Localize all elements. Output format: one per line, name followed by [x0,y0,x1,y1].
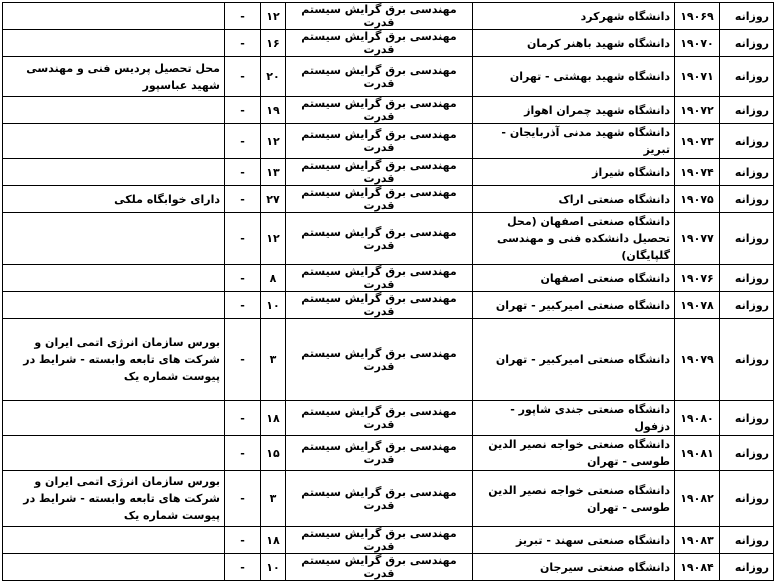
program-code-cell: ۱۹۰۷۸ [675,292,720,319]
gender-cell: - [225,97,261,124]
program-code-cell: ۱۹۰۷۷ [675,213,720,265]
gender-cell: - [225,159,261,186]
program-code-cell: ۱۹۰۷۴ [675,159,720,186]
university-cell: دانشگاه صنعتی اصفهان [473,265,675,292]
university-cell: دانشگاه شهید بهشتی - تهران [473,57,675,97]
program-code-cell: ۱۹۰۷۶ [675,265,720,292]
gender-cell: - [225,401,261,436]
note-cell [3,97,225,124]
capacity-cell: ۱۵ [261,436,286,471]
capacity-cell: ۳ [261,471,286,527]
admissions-table [2,2,774,581]
table-row [3,319,774,401]
university-cell: دانشگاه شهید باهنر کرمان [473,30,675,57]
capacity-cell: ۱۶ [261,30,286,57]
field-of-study-cell: مهندسی برق گرایش سیستم قدرت [286,554,473,581]
program-code-cell: ۱۹۰۸۰ [675,401,720,436]
field-of-study-cell: مهندسی برق گرایش سیستم قدرت [286,30,473,57]
table-row [3,57,774,97]
field-of-study-cell: مهندسی برق گرایش سیستم قدرت [286,124,473,159]
university-cell: دانشگاه شهرکرد [473,3,675,30]
course-type-cell: روزانه [720,213,774,265]
table-row [3,436,774,471]
field-of-study-cell: مهندسی برق گرایش سیستم قدرت [286,265,473,292]
gender-cell: - [225,436,261,471]
capacity-cell: ۱۳ [261,159,286,186]
university-cell: دانشگاه صنعتی خواجه نصیر الدین طوسی - تهران [473,471,675,527]
program-code-cell: ۱۹۰۷۰ [675,30,720,57]
note-cell: محل تحصیل پردیس فنی و مهندسی شهید عباسپور [3,57,225,97]
note-cell: دارای خوابگاه ملکی [3,186,225,213]
table-body [3,3,774,581]
table-row [3,265,774,292]
program-code-cell: ۱۹۰۸۲ [675,471,720,527]
note-cell [3,213,225,265]
university-cell: دانشگاه صنعتی جندی شاپور - دزفول [473,401,675,436]
field-of-study-cell: مهندسی برق گرایش سیستم قدرت [286,527,473,554]
capacity-cell: ۱۰ [261,292,286,319]
program-code-cell: ۱۹۰۷۹ [675,319,720,401]
table-row [3,401,774,436]
gender-cell: - [225,57,261,97]
capacity-cell: ۱۰ [261,554,286,581]
program-code-cell: ۱۹۰۷۲ [675,97,720,124]
table-row [3,292,774,319]
gender-cell: - [225,319,261,401]
university-cell: دانشگاه صنعتی سیرجان [473,554,675,581]
capacity-cell: ۲۷ [261,186,286,213]
table-row [3,3,774,30]
capacity-cell: ۱۸ [261,527,286,554]
note-cell [3,265,225,292]
gender-cell: - [225,213,261,265]
course-type-cell: روزانه [720,401,774,436]
table-row [3,213,774,265]
gender-cell: - [225,554,261,581]
note-cell [3,159,225,186]
capacity-cell: ۱۲ [261,213,286,265]
program-code-cell: ۱۹۰۸۱ [675,436,720,471]
university-cell: دانشگاه شهید چمران اهواز [473,97,675,124]
program-code-cell: ۱۹۰۷۱ [675,57,720,97]
university-cell: دانشگاه صنعتی خواجه نصیر الدین طوسی - تهران [473,436,675,471]
gender-cell: - [225,124,261,159]
course-type-cell: روزانه [720,292,774,319]
table-row [3,159,774,186]
university-cell: دانشگاه صنعتی سهند - تبریز [473,527,675,554]
course-type-cell: روزانه [720,57,774,97]
note-cell [3,401,225,436]
field-of-study-cell: مهندسی برق گرایش سیستم قدرت [286,186,473,213]
gender-cell: - [225,3,261,30]
course-type-cell: روزانه [720,124,774,159]
course-type-cell: روزانه [720,186,774,213]
field-of-study-cell: مهندسی برق گرایش سیستم قدرت [286,3,473,30]
program-code-cell: ۱۹۰۶۹ [675,3,720,30]
course-type-cell: روزانه [720,265,774,292]
field-of-study-cell: مهندسی برق گرایش سیستم قدرت [286,319,473,401]
course-type-cell: روزانه [720,436,774,471]
note-cell: بورس سازمان انرژی اتمی ایران و شرکت های تابعه وابسته - شرایط در پیوست شماره یک [3,471,225,527]
note-cell [3,292,225,319]
university-cell: دانشگاه شهید مدنی آذربایجان - تبریز [473,124,675,159]
gender-cell: - [225,471,261,527]
gender-cell: - [225,186,261,213]
field-of-study-cell: مهندسی برق گرایش سیستم قدرت [286,97,473,124]
field-of-study-cell: مهندسی برق گرایش سیستم قدرت [286,401,473,436]
field-of-study-cell: مهندسی برق گرایش سیستم قدرت [286,471,473,527]
university-cell: دانشگاه صنعتی اراک [473,186,675,213]
field-of-study-cell: مهندسی برق گرایش سیستم قدرت [286,292,473,319]
gender-cell: - [225,292,261,319]
note-cell [3,436,225,471]
program-code-cell: ۱۹۰۸۳ [675,527,720,554]
note-cell [3,554,225,581]
table-row [3,527,774,554]
capacity-cell: ۳ [261,319,286,401]
gender-cell: - [225,265,261,292]
program-code-cell: ۱۹۰۷۳ [675,124,720,159]
note-cell [3,124,225,159]
course-type-cell: روزانه [720,3,774,30]
table-row [3,97,774,124]
note-cell: بورس سازمان انرژی اتمی ایران و شرکت های تابعه وابسته - شرایط در پیوست شماره یک [3,319,225,401]
note-cell [3,30,225,57]
table-row [3,30,774,57]
capacity-cell: ۱۹ [261,97,286,124]
gender-cell: - [225,527,261,554]
field-of-study-cell: مهندسی برق گرایش سیستم قدرت [286,57,473,97]
gender-cell: - [225,30,261,57]
table-row [3,186,774,213]
course-type-cell: روزانه [720,471,774,527]
capacity-cell: ۱۲ [261,124,286,159]
university-cell: دانشگاه صنعتی اصفهان (محل تحصیل دانشکده فنی و مهندسی گلپایگان) [473,213,675,265]
table-row [3,471,774,527]
field-of-study-cell: مهندسی برق گرایش سیستم قدرت [286,436,473,471]
program-code-cell: ۱۹۰۷۵ [675,186,720,213]
table-row [3,554,774,581]
note-cell [3,3,225,30]
course-type-cell: روزانه [720,554,774,581]
field-of-study-cell: مهندسی برق گرایش سیستم قدرت [286,213,473,265]
course-type-cell: روزانه [720,527,774,554]
course-type-cell: روزانه [720,30,774,57]
capacity-cell: ۱۸ [261,401,286,436]
capacity-cell: ۲۰ [261,57,286,97]
program-code-cell: ۱۹۰۸۴ [675,554,720,581]
course-type-cell: روزانه [720,319,774,401]
field-of-study-cell: مهندسی برق گرایش سیستم قدرت [286,159,473,186]
university-cell: دانشگاه شیراز [473,159,675,186]
university-cell: دانشگاه صنعتی امیرکبیر - تهران [473,292,675,319]
university-cell: دانشگاه صنعتی امیرکبیر - تهران [473,319,675,401]
table-row [3,124,774,159]
course-type-cell: روزانه [720,159,774,186]
capacity-cell: ۸ [261,265,286,292]
capacity-cell: ۱۲ [261,3,286,30]
course-type-cell: روزانه [720,97,774,124]
note-cell [3,527,225,554]
